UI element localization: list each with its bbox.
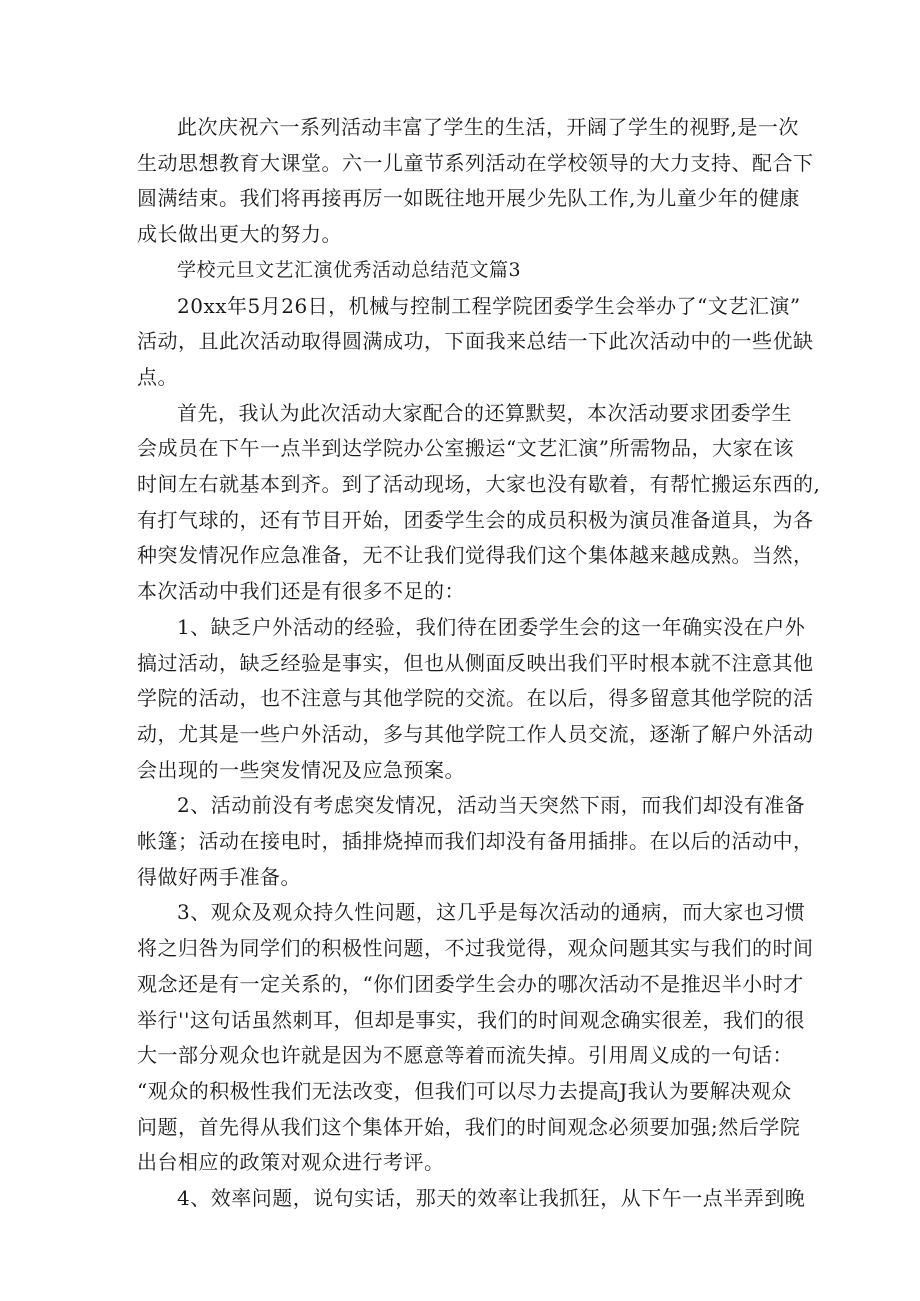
text-line: “观众的积极性我们无法改变，但我们可以尽力去提高J我认为要解决观众 (137, 1078, 792, 1103)
text-line: 4、效率问题，说句实话，那天的效率让我抓狂，从下午一点半弄到晚 (177, 1186, 806, 1211)
text-line: 首先，我认为此次活动大家配合的还算默契，本次活动要求团委学生 (177, 400, 792, 425)
heading-text: 学校元旦文艺汇演优秀活动总结范文篇3 (177, 258, 522, 281)
text-line: 学院的活动，也不注意与其他学院的交流。在以后，得多留意其他学院的活 (137, 686, 814, 711)
text-line: 生动思想教育大课堂。六一儿童节系列活动在学校领导的大力支持、配合下 (137, 150, 814, 175)
text-line: 得做好两手准备。 (137, 864, 301, 889)
paragraph-intro (137, 110, 814, 253)
document-body (137, 110, 821, 1217)
text-line: 此次庆祝六一系列活动丰富了学生的生活，开阔了学生的视野,是一次 (177, 115, 799, 139)
text-line: 举行''这句话虽然刺耳，但却是事实，我们的时间观念确实很差，我们的很 (137, 1007, 805, 1032)
text-line: 种突发情况作应急准备，无不让我们觉得我们这个集体越来越成熟。当然， (137, 543, 814, 568)
text-line: 将之归咎为同学们的积极性问题，不过我觉得，观众问题其实与我们的时间 (137, 936, 814, 961)
paragraph-item-4 (137, 1181, 806, 1217)
text-line: 大一部分观众也许就是因为不愿意等着而流失掉。引用周义成的一句话： (137, 1043, 793, 1068)
section-heading (137, 253, 789, 289)
text-line: 3、观众及观众持久性问题，这几乎是每次活动的通病，而大家也习惯 (177, 900, 806, 925)
paragraph-item-1 (137, 610, 814, 789)
paragraph-item-2 (137, 788, 814, 895)
text-line: 会成员在下午一点半到达学院办公室搬运“文艺汇演”所需物品，大家在该 (137, 436, 794, 461)
text-line: 会出现的一些突发情况及应急预案。 (137, 757, 465, 782)
text-line: 帐篷；活动在接电时，插排烧掉而我们却没有备用插排。在以后的活动中， (137, 829, 814, 854)
paragraph-item-3 (137, 895, 814, 1181)
text-line: 观念还是有一定关系的，“你们团委学生会办的哪次活动不是推迟半小时才 (137, 971, 804, 996)
text-line: 1、缺乏户外活动的经验，我们待在团委学生会的这一年确实没在户外 (177, 614, 806, 639)
text-line: 本次活动中我们还是有很多不足的： (137, 579, 465, 604)
text-line: 活动，且此次活动取得圆满成功，下面我来总结一下此次活动中的一些优缺 (137, 329, 814, 354)
text-line: 时间左右就基本到齐。到了活动现场，大家也没有歇着，有帮忙搬运东西的, (137, 472, 821, 497)
text-line: 搞过活动，缺乏经验是事实，但也从侧面反映出我们平时根本就不注意其他 (137, 650, 814, 675)
text-line: 点。 (137, 364, 178, 389)
paragraph-first-point (137, 396, 821, 610)
text-line: 动，尤其是一些户外活动，多与其他学院工作人员交流，逐渐了解户外活动 (137, 721, 814, 746)
text-line: 问题，首先得从我们这个集体开始，我们的时间观念必须要加强;然后学院 (137, 1114, 801, 1139)
text-line: 圆满结束。我们将再接再厉一如既往地开展少先队工作,为儿童少年的健康 (137, 186, 800, 211)
text-line: 有打气球的，还有节目开始，团委学生会的成员积极为演员准备道具，为各 (137, 507, 814, 532)
paragraph-event-date (137, 289, 814, 396)
text-line: 2、活动前没有考虑突发情况，活动当天突然下雨，而我们却没有准备 (177, 793, 806, 818)
text-line: 成长做出更大的努力。 (137, 222, 342, 247)
text-line: 出台相应的政策对观众进行考评。 (137, 1150, 445, 1175)
text-line: 20xx年5月26日，机械与控制工程学院团委学生会举办了“文艺汇演” (177, 293, 801, 318)
